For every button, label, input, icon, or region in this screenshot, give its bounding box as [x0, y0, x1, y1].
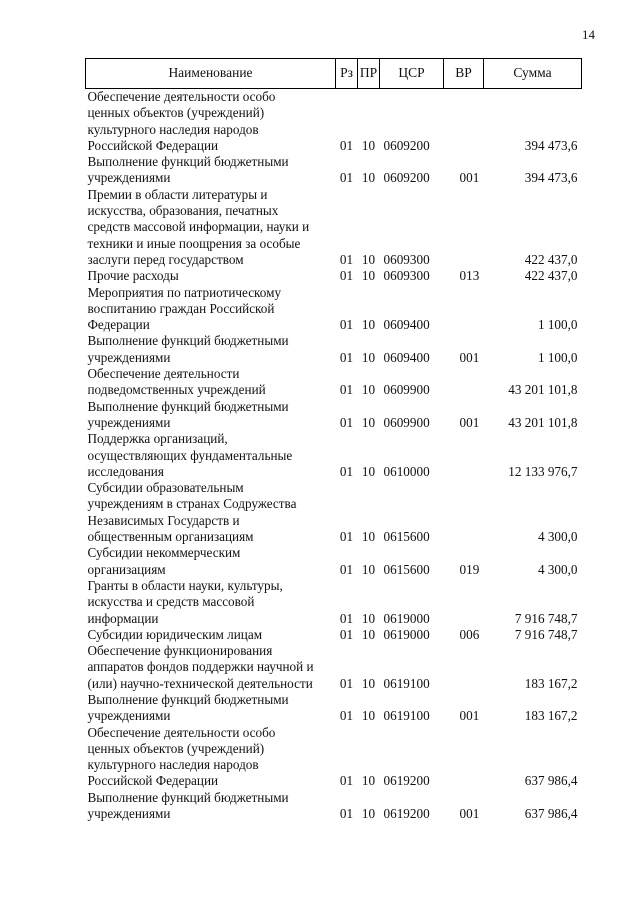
row-name-line: Выполнение функций бюджетными	[87, 154, 289, 170]
row-rz: 01	[339, 561, 354, 577]
row-pr: 10	[361, 529, 376, 545]
row-name-line: Обеспечение деятельности особо	[87, 724, 276, 740]
row-name-line: Выполнение функций бюджетными	[87, 691, 289, 707]
table-row	[86, 790, 582, 823]
row-sum: 12 133 976,7	[508, 463, 578, 479]
row-name-line: Субсидии некоммерческим	[87, 545, 241, 561]
row-pr: 10	[361, 382, 376, 398]
row-name-line: общественным организациям	[87, 529, 254, 545]
row-sum: 394 473,6	[524, 170, 578, 186]
row-csr: 0615600	[383, 529, 430, 545]
row-name-line: Обеспечение функционирования	[87, 643, 273, 659]
row-rz: 01	[339, 317, 354, 333]
row-name-line: искусства, образования, печатных	[87, 203, 279, 219]
row-name	[86, 89, 336, 155]
row-vr: 001	[459, 414, 480, 430]
budget-table	[85, 58, 582, 822]
row-name-line: ценных объектов (учреждений)	[87, 740, 265, 756]
row-name-line: воспитанию граждан Российской	[87, 300, 275, 316]
row-name	[86, 399, 336, 432]
row-pr: 10	[361, 610, 376, 626]
row-name-line: Выполнение функций бюджетными	[87, 398, 289, 414]
table-row	[86, 578, 582, 627]
row-vr	[444, 643, 484, 692]
row-csr: 0619100	[383, 708, 430, 724]
row-name-line: техники и иные поощрения за особые	[87, 235, 301, 251]
header-csr: ЦСР	[380, 59, 444, 89]
row-name	[86, 333, 336, 366]
row-sum: 637 986,4	[524, 773, 578, 789]
row-pr: 10	[361, 626, 376, 642]
row-pr: 10	[361, 414, 376, 430]
row-name	[86, 545, 336, 578]
row-rz: 01	[339, 382, 354, 398]
row-sum: 7 916 748,7	[514, 610, 578, 626]
row-pr: 10	[361, 463, 376, 479]
row-name	[86, 366, 336, 399]
row-name-line: Российской Федерации	[87, 137, 219, 153]
row-name	[86, 578, 336, 627]
row-vr	[444, 285, 484, 334]
table-row	[86, 154, 582, 187]
row-name-line: Выполнение функций бюджетными	[87, 333, 289, 349]
row-rz: 01	[339, 806, 354, 822]
row-name-line: учреждениями	[87, 170, 171, 186]
row-name-line: заслуги перед государством	[87, 251, 244, 267]
row-vr: 001	[459, 349, 480, 365]
row-csr: 0609900	[383, 382, 430, 398]
row-name-line: Обеспечение деятельности	[87, 366, 240, 382]
row-sum: 394 473,6	[524, 137, 578, 153]
row-name	[86, 627, 336, 643]
row-name-line: Прочие расходы	[87, 268, 179, 284]
row-sum: 4 300,0	[537, 529, 578, 545]
row-csr: 0609300	[383, 251, 430, 267]
row-name-line: Обеспечение деятельности особо	[87, 89, 276, 104]
row-pr: 10	[361, 806, 376, 822]
row-name-line: средств массовой информации, науки и	[87, 219, 310, 235]
row-pr: 10	[361, 349, 376, 365]
row-name-line: учреждениями	[87, 806, 171, 822]
table-row	[86, 431, 582, 480]
row-vr	[444, 431, 484, 480]
row-vr	[444, 725, 484, 790]
row-name-line: подведомственных учреждений	[87, 382, 266, 398]
row-name-line: Российской Федерации	[87, 773, 219, 789]
row-sum: 183 167,2	[524, 708, 578, 724]
row-name-line: (или) научно-технической деятельности	[87, 675, 313, 691]
row-sum: 43 201 101,8	[508, 382, 578, 398]
row-name-line: Поддержка организаций,	[87, 431, 228, 447]
row-csr: 0609400	[383, 317, 430, 333]
row-name-line: учреждениям в странах Содружества	[87, 496, 297, 512]
header-sum: Сумма	[484, 59, 582, 89]
table-row	[86, 480, 582, 545]
row-name-line: культурного наследия народов	[87, 121, 259, 137]
table-row	[86, 643, 582, 692]
row-pr: 10	[361, 675, 376, 691]
header-name: Наименование	[86, 59, 336, 89]
row-csr: 0619000	[383, 610, 430, 626]
table-row	[86, 285, 582, 334]
row-name-line: Мероприятия по патриотическому	[87, 284, 282, 300]
row-pr: 10	[361, 773, 376, 789]
row-pr: 10	[361, 251, 376, 267]
table-row	[86, 89, 582, 155]
row-rz: 01	[339, 675, 354, 691]
row-csr: 0609200	[383, 170, 430, 186]
row-name-line: Субсидии юридическим лицам	[87, 626, 263, 642]
row-vr	[444, 187, 484, 268]
table-row	[86, 545, 582, 578]
row-pr: 10	[361, 137, 376, 153]
row-sum: 422 437,0	[524, 251, 578, 267]
row-rz: 01	[339, 268, 354, 284]
row-name-line: Гранты в области науки, культуры,	[87, 577, 283, 593]
row-name	[86, 187, 336, 268]
row-csr: 0609400	[383, 349, 430, 365]
row-name-line: искусства и средств массовой	[87, 594, 255, 610]
row-csr: 0610000	[383, 463, 430, 479]
row-pr: 10	[361, 268, 376, 284]
row-name	[86, 268, 336, 284]
row-pr: 10	[361, 561, 376, 577]
table-row	[86, 366, 582, 399]
row-name-line: организациям	[87, 561, 166, 577]
row-rz: 01	[339, 773, 354, 789]
table-row	[86, 268, 582, 284]
table-row	[86, 333, 582, 366]
row-vr	[444, 480, 484, 545]
row-name-line: Федерации	[87, 317, 150, 333]
row-name	[86, 285, 336, 334]
table-header-row	[86, 59, 582, 89]
row-csr: 0619100	[383, 675, 430, 691]
row-sum: 7 916 748,7	[514, 626, 578, 642]
row-pr: 10	[361, 317, 376, 333]
row-name-line: учреждениями	[87, 414, 171, 430]
row-csr: 0619200	[383, 773, 430, 789]
row-name-line: Премии в области литературы и	[87, 186, 268, 202]
row-sum: 43 201 101,8	[508, 414, 578, 430]
row-name	[86, 725, 336, 790]
row-name-line: учреждениями	[87, 708, 171, 724]
header-pr: ПР	[358, 59, 380, 89]
row-name	[86, 431, 336, 480]
row-vr: 001	[459, 170, 480, 186]
row-sum: 422 437,0	[524, 268, 578, 284]
row-rz: 01	[339, 463, 354, 479]
row-vr: 013	[459, 268, 480, 284]
row-rz: 01	[339, 626, 354, 642]
row-rz: 01	[339, 610, 354, 626]
row-name-line: исследования	[87, 463, 164, 479]
row-name-line: аппаратов фондов поддержки научной и	[87, 659, 314, 675]
row-sum: 183 167,2	[524, 675, 578, 691]
row-name-line: осуществляющих фундаментальные	[87, 447, 293, 463]
row-name-line: Выполнение функций бюджетными	[87, 789, 289, 805]
row-csr: 0609900	[383, 414, 430, 430]
row-rz: 01	[339, 170, 354, 186]
row-vr: 001	[459, 708, 480, 724]
row-name-line: Субсидии образовательным	[87, 480, 244, 496]
row-sum: 4 300,0	[537, 561, 578, 577]
row-pr: 10	[361, 708, 376, 724]
row-vr	[444, 578, 484, 627]
row-rz: 01	[339, 137, 354, 153]
row-name-line: культурного наследия народов	[87, 757, 259, 773]
row-name	[86, 480, 336, 545]
table-row	[86, 725, 582, 790]
row-csr: 0615600	[383, 561, 430, 577]
row-rz: 01	[339, 529, 354, 545]
table-row	[86, 627, 582, 643]
row-rz: 01	[339, 349, 354, 365]
row-vr: 006	[459, 626, 480, 642]
row-vr	[444, 89, 484, 155]
row-name-line: Независимых Государств и	[87, 512, 240, 528]
row-name-line: ценных объектов (учреждений)	[87, 105, 265, 121]
row-vr: 001	[459, 806, 480, 822]
table-row	[86, 399, 582, 432]
row-csr: 0619000	[383, 626, 430, 642]
row-name-line: учреждениями	[87, 349, 171, 365]
row-rz: 01	[339, 708, 354, 724]
row-name-line: информации	[87, 610, 159, 626]
row-vr	[444, 366, 484, 399]
row-name	[86, 790, 336, 823]
row-csr: 0619200	[383, 806, 430, 822]
table-row	[86, 692, 582, 725]
header-rz: Рз	[336, 59, 358, 89]
row-name	[86, 643, 336, 692]
row-name	[86, 692, 336, 725]
row-pr: 10	[361, 170, 376, 186]
header-vr: ВР	[444, 59, 484, 89]
table-row	[86, 187, 582, 268]
page-number: 14	[582, 27, 595, 42]
row-vr: 019	[459, 561, 480, 577]
row-sum: 637 986,4	[524, 806, 578, 822]
row-sum: 1 100,0	[537, 349, 578, 365]
row-csr: 0609300	[383, 268, 430, 284]
row-rz: 01	[339, 414, 354, 430]
row-csr: 0609200	[383, 137, 430, 153]
row-sum: 1 100,0	[537, 317, 578, 333]
row-name	[86, 154, 336, 187]
row-rz: 01	[339, 251, 354, 267]
